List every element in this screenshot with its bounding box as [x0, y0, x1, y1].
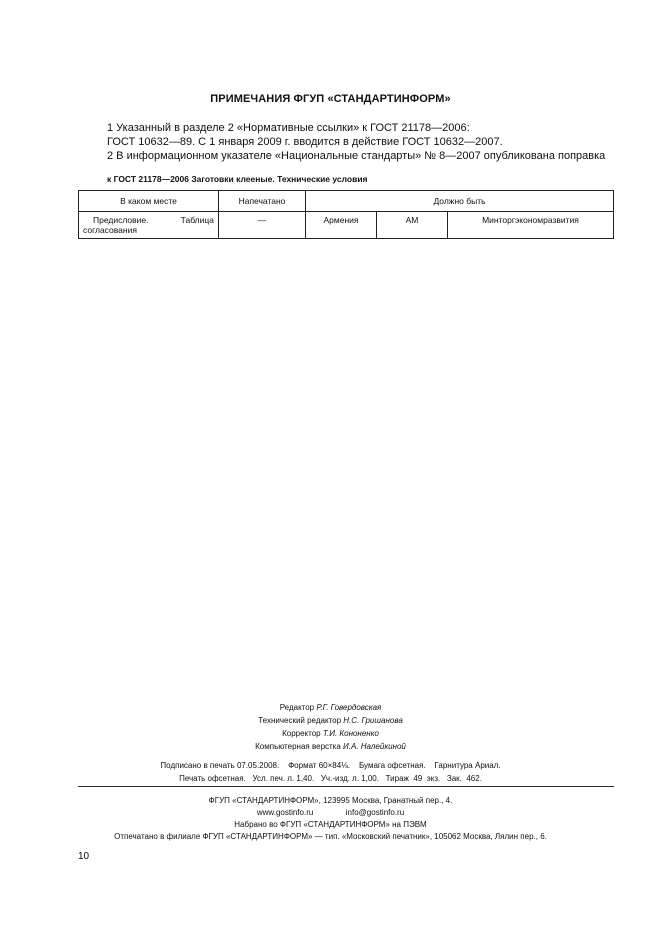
imprint-editor	[0, 703, 661, 712]
corrector-label: Корректор	[282, 729, 321, 738]
correction-table	[78, 190, 614, 239]
layout-label: Компьютерная верстка	[255, 742, 341, 751]
print-details-1: Подписано в печать 07.05.2008. Формат 60×84⅛. Бумага офсетная. Гарнитура Ариал.	[160, 761, 501, 770]
publisher-contacts	[0, 808, 661, 817]
note-1-line-2: ГОСТ 10632—89. С 1 января 2009 г. вводится в действие ГОСТ 10632—2007.	[107, 136, 503, 148]
printer-info: Отпечатано в филиале ФГУП «СТАНДАРТИНФОРМ» — тип. «Московский печатник», 105062 Москва, Лялин пер., 6.	[114, 832, 547, 841]
imprint-tech-editor	[0, 716, 661, 725]
typeset-info: Набрано во ФГУП «СТАНДАРТИНФОРМ» на ПЭВМ	[234, 820, 427, 829]
table-row	[79, 212, 614, 239]
layout-name: И.А. Налейкиной	[343, 742, 406, 751]
editor-label: Редактор	[279, 703, 315, 712]
cell-where: Предисловие. Таблица согласования	[79, 212, 219, 239]
header-printed: Напечатано	[219, 191, 306, 212]
page-title: ПРИМЕЧАНИЯ ФГУП «СТАНДАРТИНФОРМ»	[210, 93, 451, 105]
tech-editor-label: Технический редактор	[258, 716, 342, 725]
table-caption: к ГОСТ 21178—2006 Заготовки клееные. Технические условия	[107, 174, 368, 184]
cell-printed: —	[219, 212, 306, 239]
imprint-layout	[0, 742, 661, 751]
table-header-row	[79, 191, 614, 212]
print-details-2: Печать офсетная. Усл. печ. л. 1,40. Уч.-изд. л. 1,00. Тираж 49 экз. Зак. 462.	[179, 774, 482, 783]
cell-should-be-2: AM	[377, 212, 448, 239]
divider	[78, 786, 614, 787]
tech-editor-name: Н.С. Гришанова	[343, 716, 403, 725]
editor-name: Р.Г. Говердовская	[316, 703, 382, 712]
publisher-address: ФГУП «СТАНДАРТИНФОРМ», 123995 Москва, Гранатный пер., 4.	[208, 796, 453, 805]
publisher-email[interactable]: info@gostinfo.ru	[345, 808, 405, 817]
cell-should-be-3: Минторгэкономразвития	[448, 212, 614, 239]
note-2-line: 2 В информационном указателе «Национальные стандарты» № 8—2007 опубликована поправка	[107, 150, 606, 162]
header-where: В каком месте	[79, 191, 219, 212]
imprint-corrector	[0, 729, 661, 738]
publisher-website[interactable]: www.gostinfo.ru	[256, 808, 314, 817]
page-number: 10	[78, 851, 90, 862]
header-should-be: Должно быть	[306, 191, 614, 212]
corrector-name: Т.И. Кононенко	[322, 729, 379, 738]
cell-should-be-1: Армения	[306, 212, 377, 239]
note-1-line-1: 1 Указанный в разделе 2 «Нормативные ссылки» к ГОСТ 21178—2006:	[107, 122, 470, 134]
